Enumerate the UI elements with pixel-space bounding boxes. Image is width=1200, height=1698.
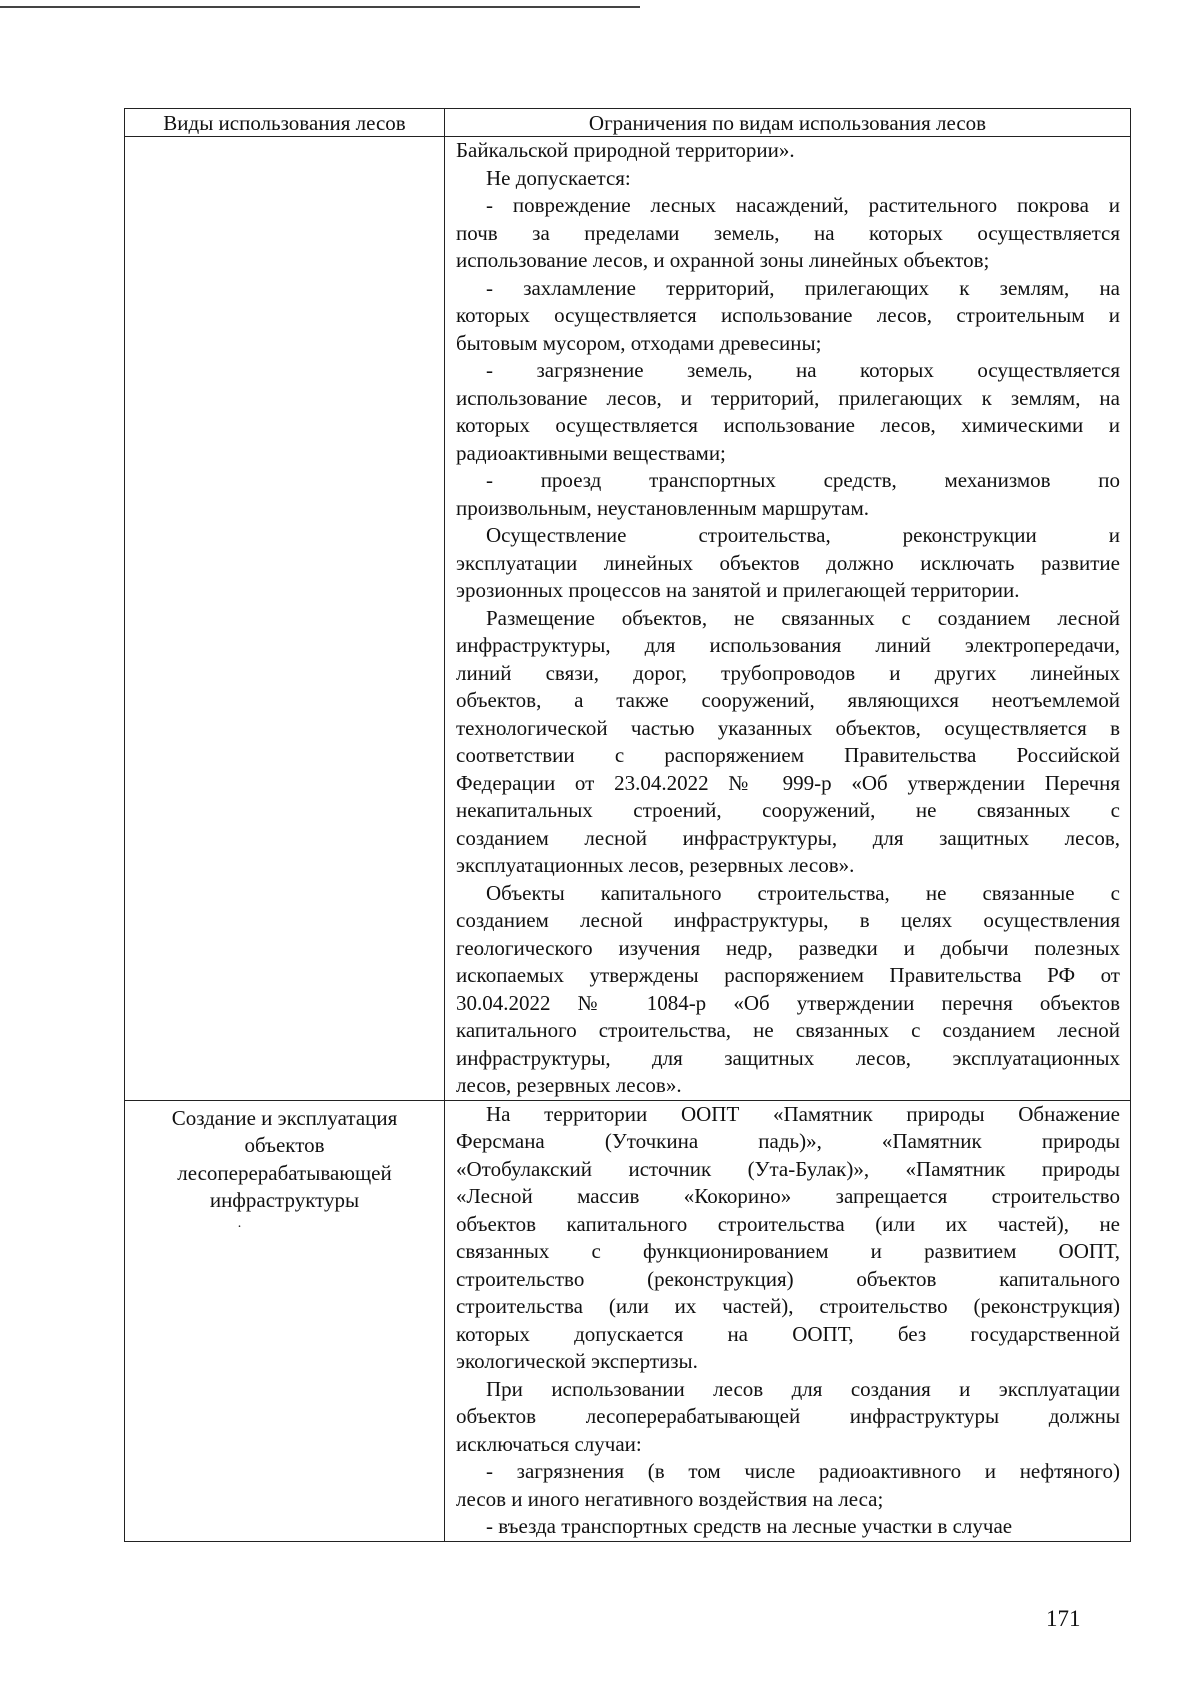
text-line: - въезда транспортных средств на лесные участки в случае xyxy=(486,1514,1013,1538)
table-row xyxy=(125,137,1131,1101)
restriction-paragraph xyxy=(456,1513,1120,1541)
text-line: «Отобулакский источник (Ута-Булак)», «Памятник природы xyxy=(456,1156,1120,1181)
top-border-rule xyxy=(0,6,640,8)
restriction-paragraph xyxy=(456,275,1120,358)
use-type-label-line: объектов xyxy=(244,1133,325,1157)
restriction-paragraph xyxy=(456,1376,1120,1459)
text-line: некапитальных строений, сооружений, не связанных с xyxy=(456,798,1120,822)
text-line: эксплуатации линейных объектов должно исключать развитие xyxy=(456,550,1120,575)
text-line: бытовым мусором, отходами древесины; xyxy=(456,330,822,355)
restriction-paragraph xyxy=(456,522,1120,605)
text-line: На территории ООПТ «Памятник природы Обнажение xyxy=(486,1101,1120,1126)
forest-use-restrictions-table xyxy=(124,108,1131,1542)
text-line: лесов, резервных лесов». xyxy=(456,1073,682,1097)
text-line: - загрязнения (в том числе радиоактивного и нефтяного) xyxy=(486,1459,1120,1483)
text-line: эрозионных процессов на занятой и прилегающей территории. xyxy=(456,578,1020,602)
restriction-paragraph xyxy=(456,1458,1120,1513)
text-line: При использовании лесов для создания и эксплуатации xyxy=(486,1376,1120,1401)
page-number: 171 xyxy=(1046,1606,1081,1631)
text-line: Не допускается: xyxy=(486,165,631,190)
text-line: инфраструктуры, для использования линий электропередачи, xyxy=(456,633,1120,657)
text-line: радиоактивными веществами; xyxy=(456,440,726,465)
header-forest-use-types: Виды использования лесов xyxy=(125,109,445,137)
restriction-paragraph xyxy=(456,605,1120,880)
text-line: - повреждение лесных насаждений, растительного покрова и xyxy=(486,193,1120,217)
text-line: Федерации от 23.04.2022 № 999-р «Об утверждении Перечня xyxy=(456,770,1120,795)
text-line: Объекты капитального строительства, не связанные с xyxy=(486,880,1120,905)
row2-restrictions-cell xyxy=(445,1100,1131,1541)
text-line: геологического изучения недр, разведки и добычи полезных xyxy=(456,935,1120,960)
text-line: соответствии с распоряжением Правительства Российской xyxy=(456,743,1120,767)
restriction-paragraph xyxy=(456,880,1120,1100)
stray-mark: . xyxy=(237,1215,242,1231)
restriction-paragraph xyxy=(456,1101,1120,1376)
text-line: 30.04.2022 № 1084-р «Об утверждении перечня объектов xyxy=(456,990,1120,1015)
text-line: Ферсмана (Уточкина падь)», «Памятник природы xyxy=(456,1129,1120,1153)
text-line: линий связи, дорог, трубопроводов и других линейных xyxy=(456,660,1120,685)
text-line: созданием лесной инфраструктуры, для защитных лесов, xyxy=(456,825,1120,850)
use-type-label-line: инфраструктуры xyxy=(209,1188,360,1212)
text-line: Осуществление строительства, реконструкции и xyxy=(486,523,1120,547)
text-line: лесов и иного негативного воздействия на леса; xyxy=(456,1486,884,1511)
row1-use-type-cell xyxy=(125,137,445,1101)
text-line: инфраструктуры, для защитных лесов, эксплуатационных xyxy=(456,1045,1120,1070)
text-line: - захламление территорий, прилегающих к землям, на xyxy=(486,275,1120,300)
text-line: объектов, а также сооружений, являющихся неотъемлемой xyxy=(456,688,1120,712)
restriction-paragraph xyxy=(456,357,1120,467)
use-type-label-line: лесоперерабатывающей xyxy=(177,1160,392,1185)
text-line: капитального строительства, не связанных с созданием лесной xyxy=(456,1018,1120,1042)
restriction-paragraph xyxy=(456,137,1120,165)
text-line: эксплуатационных лесов, резервных лесов». xyxy=(456,853,855,877)
text-line: которых осуществляется использование лесов, строительным и xyxy=(456,303,1120,327)
table-row xyxy=(125,1100,1131,1541)
text-line: которых допускается на ООПТ, без государственной xyxy=(456,1321,1120,1346)
text-line: исключаться случаи: xyxy=(456,1431,642,1456)
text-line: - загрязнение земель, на которых осуществляется xyxy=(486,358,1120,382)
row2-use-type-cell xyxy=(125,1100,445,1541)
text-line: ископаемых утверждены распоряжением Правительства РФ от xyxy=(456,963,1120,987)
row1-restrictions-cell xyxy=(445,137,1131,1101)
text-line: технологической частью указанных объектов, осуществляется в xyxy=(456,715,1120,740)
text-line: Размещение объектов, не связанных с созданием лесной xyxy=(486,605,1120,630)
text-line: связанных с функционированием и развитием ООПТ, xyxy=(456,1239,1120,1263)
text-line: почв за пределами земель, на которых осуществляется xyxy=(456,220,1120,245)
text-line: объектов капитального строительства (или их частей), не xyxy=(456,1211,1120,1236)
text-line: строительства (или их частей), строительство (реконструкция) xyxy=(456,1294,1120,1318)
text-line: созданием лесной инфраструктуры, в целях осуществления xyxy=(456,908,1120,932)
text-line: Байкальской природной территории». xyxy=(456,138,795,162)
table-header-row xyxy=(125,109,1131,137)
header-restrictions: Ограничения по видам использования лесов xyxy=(445,109,1131,137)
restriction-paragraph xyxy=(456,467,1120,522)
text-line: объектов лесоперерабатывающей инфраструктуры должны xyxy=(456,1404,1120,1428)
text-line: строительство (реконструкция) объектов капитального xyxy=(456,1266,1120,1291)
text-line: экологической экспертизы. xyxy=(456,1349,698,1373)
restriction-paragraph xyxy=(456,165,1120,193)
text-line: использование лесов, и охранной зоны линейных объектов; xyxy=(456,248,990,272)
text-line: которых осуществляется использование лесов, химическими и xyxy=(456,413,1120,437)
text-line: - проезд транспортных средств, механизмов по xyxy=(486,468,1120,492)
use-type-label-line: Создание и эксплуатация xyxy=(171,1105,398,1130)
text-line: произвольным, неустановленным маршрутам. xyxy=(456,495,870,520)
restriction-paragraph xyxy=(456,192,1120,275)
text-line: «Лесной массив «Кокорино» запрещается строительство xyxy=(456,1184,1120,1208)
text-line: использование лесов, и территорий, прилегающих к землям, на xyxy=(456,385,1120,410)
